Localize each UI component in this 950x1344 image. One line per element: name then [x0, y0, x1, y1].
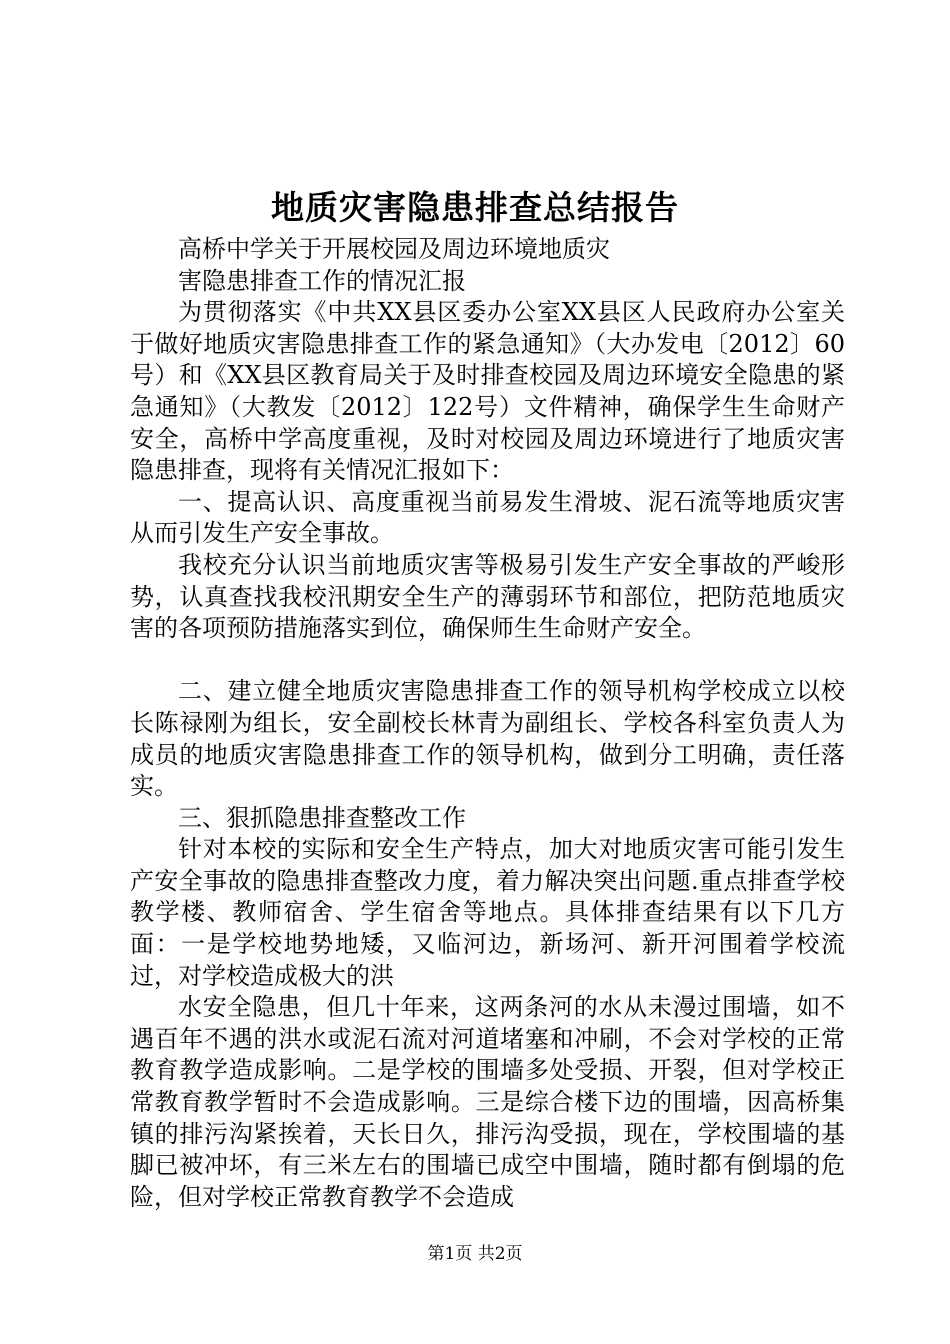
paragraph-section-3-continued: 水安全隐患，但几十年来，这两条河的水从未漫过围墙，如不遇百年不遇的洪水或泥石流对河道堵塞和冲刷，不会对学校的正常教育教学造成影响。二是学校的围墙多处受损、开裂，但对学校正常教育教学暂时不会造成影响。三是综合楼下边的围墙，因高桥集镇的排污沟紧挨着，天长日久，排污沟受损，现在，学校围墙的基脚已被冲坏，有三米左右的围墙已成空中围墙，随时都有倒塌的危险，但对学校正常教育教学不会造成 — [130, 993, 845, 1211]
subtitle-line-2: 害隐患排查工作的情况汇报 — [178, 266, 466, 295]
subtitle-line-1: 高桥中学关于开展校园及周边环境地质灾 — [178, 235, 610, 263]
section-heading-3: 三、狠抓隐患排查整改工作 — [178, 803, 466, 832]
paragraph-section-3: 针对本校的实际和安全生产特点，加大对地质灾害可能引发生产安全事故的隐患排查整改力度，着力解决突出问题.重点排查学校教学楼、教师宿舍、学生宿舍等地点。具体排查结果有以下几方面：一是学校地势地矮，又临河边，新场河、新开河围着学校流过，对学校造成极大的洪 — [130, 835, 845, 990]
document-body — [130, 234, 845, 1213]
paragraph-intro: 为贯彻落实《中共XX县区委办公室XX县区人民政府办公室关于做好地质灾害隐患排查工作的紧急通知》（大办发电〔2012〕60号）和《XX县区教育局关于及时排查校园及周边环境安全隐患的紧急通知》（大教发〔2012〕122号）文件精神，确保学生生命财产安全，高桥中学高度重视，及时对校园及周边环境进行了地质灾害隐患排查，现将有关情况汇报如下： — [130, 298, 845, 485]
page-number: 第1页 共2页 — [427, 1244, 523, 1264]
paragraph-section-1: 我校充分认识当前地质灾害等极易引发生产安全事故的严峻形势，认真查找我校汛期安全生产的薄弱环节和部位，把防范地质灾害的各项预防措施落实到位，确保师生生命财产安全。 — [130, 550, 845, 643]
section-heading-2: 二、建立健全地质灾害隐患排查工作的领导机构学校成立以校长陈禄刚为组长，安全副校长林青为副组长、学校各科室负责人为成员的地质灾害隐患排查工作的领导机构，做到分工明确，责任落实。 — [130, 677, 845, 801]
section-heading-1: 一、提高认识、高度重视当前易发生滑坡、泥石流等地质灾害从而引发生产安全事故。 — [130, 487, 845, 548]
document-title: 地质灾害隐患排查总结报告 — [271, 188, 679, 227]
